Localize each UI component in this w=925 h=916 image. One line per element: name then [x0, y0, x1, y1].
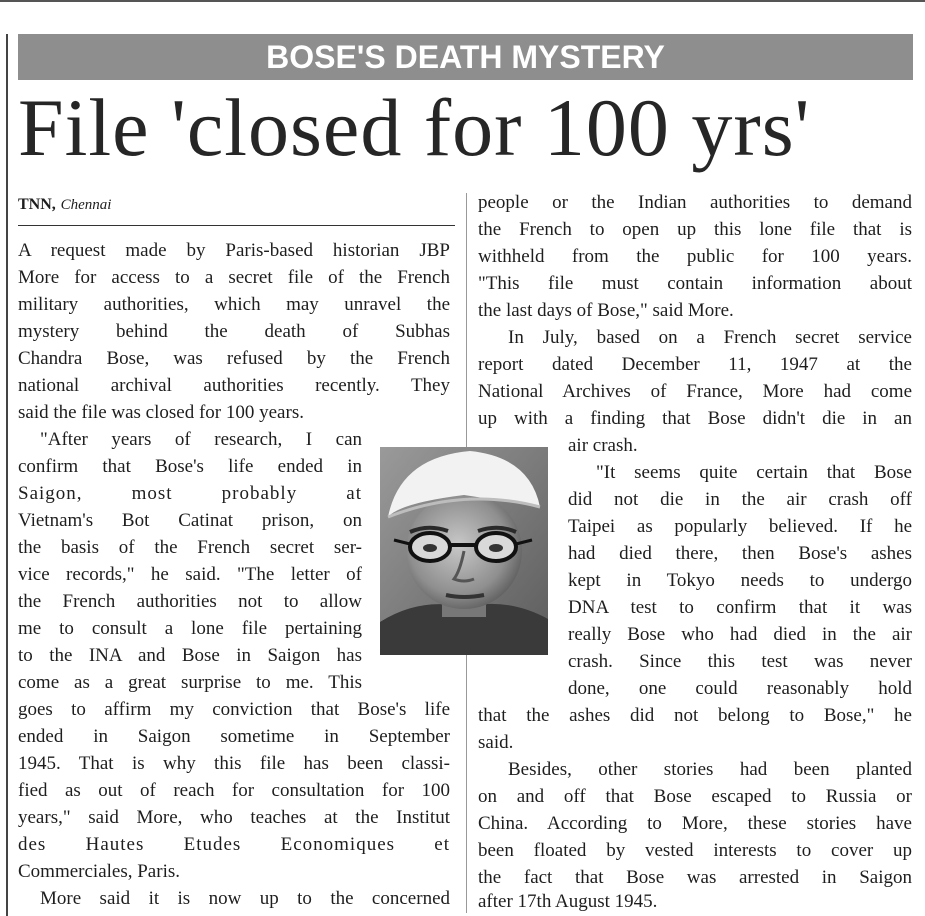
article-line: vice records," he said. "The letter of — [18, 564, 362, 585]
byline — [18, 194, 111, 215]
article-line: me to consult a lone file pertaining — [18, 618, 362, 639]
article-line: come as a great surprise to me. This — [18, 672, 362, 693]
byline-agency: TNN, — [18, 196, 56, 213]
article-line: "This file must contain information about — [478, 273, 912, 294]
article-line: said the file was closed for 100 years. — [18, 402, 304, 423]
article-line: national archival authorities recently. They — [18, 375, 450, 396]
byline-rule — [18, 225, 455, 226]
article-line: Commerciales, Paris. — [18, 861, 180, 882]
page-top-border — [0, 0, 925, 2]
article-line: years," said More, who teaches at the Institut — [18, 807, 450, 828]
article-line: China. According to More, these stories have — [478, 813, 912, 834]
article-line: report dated December 11, 1947 at the — [478, 354, 912, 375]
article-line: "It seems quite certain that Bose — [596, 462, 912, 483]
section-kicker: BOSE'S DEATH MYSTERY — [18, 34, 913, 80]
article-line: Taipei as popularly believed. If he — [568, 516, 912, 537]
article-line: people or the Indian authorities to demand — [478, 192, 912, 213]
byline-city: Chennai — [60, 197, 112, 213]
article-line: 1945. That is why this file has been classi- — [18, 753, 450, 774]
article-line: A request made by Paris-based historian JBP — [18, 240, 450, 261]
article-line: In July, based on a French secret service — [508, 327, 912, 348]
article-line: the fact that Bose was arrested in Saigon — [478, 867, 912, 888]
article-line: that the ashes did not belong to Bose," he — [478, 705, 912, 726]
headline: File 'closed for 100 yrs' — [18, 82, 811, 173]
article-line: Chandra Bose, was refused by the French — [18, 348, 450, 369]
article-line: More said it is now up to the concerned — [40, 888, 450, 909]
article-line: withheld from the public for 100 years. — [478, 246, 912, 267]
article-line: Besides, other stories had been planted — [508, 759, 912, 780]
bose-portrait-photo — [380, 447, 548, 655]
article-line: More for access to a secret file of the French — [18, 267, 450, 288]
article-line: DNA test to confirm that it was — [568, 597, 912, 618]
article-line: mystery behind the death of Subhas — [18, 321, 450, 342]
article-line: crash. Since this test was never — [568, 651, 912, 672]
article-line: fied as out of reach for consultation for 100 — [18, 780, 450, 801]
article-line: been floated by vested interests to cover up — [478, 840, 912, 861]
page-left-border — [6, 34, 8, 916]
article-line: Vietnam's Bot Catinat prison, on — [18, 510, 362, 531]
article-line: kept in Tokyo needs to undergo — [568, 570, 912, 591]
article-line: des Hautes Etudes Economiques et — [18, 834, 450, 855]
article-line: up with a finding that Bose didn't die in an — [478, 408, 912, 429]
article-line: really Bose who had died in the air — [568, 624, 912, 645]
article-line: goes to affirm my conviction that Bose's life — [18, 699, 450, 720]
article-line: National Archives of France, More had come — [478, 381, 912, 402]
article-line: said. — [478, 732, 514, 753]
article-line: ended in Saigon sometime in September — [18, 726, 450, 747]
article-line: to the INA and Bose in Saigon has — [18, 645, 362, 666]
article-line: air crash. — [568, 435, 638, 456]
article-line: the last days of Bose," said More. — [478, 300, 734, 321]
article-line: did not die in the air crash off — [568, 489, 912, 510]
article-line: the basis of the French secret ser- — [18, 537, 362, 558]
article-line: the French authorities not to allow — [18, 591, 362, 612]
article-line: had died there, then Bose's ashes — [568, 543, 912, 564]
article-line: "After years of research, I can — [40, 429, 362, 450]
article-line: done, one could reasonably hold — [568, 678, 912, 699]
article-line: confirm that Bose's life ended in — [18, 456, 362, 477]
portrait-image — [380, 447, 548, 655]
article-line: the French to open up this lone file that is — [478, 219, 912, 240]
article-line: after 17th August 1945. — [478, 891, 658, 912]
article-line: on and off that Bose escaped to Russia or — [478, 786, 912, 807]
article-line: Saigon, most probably at — [18, 483, 362, 504]
article-line: military authorities, which may unravel the — [18, 294, 450, 315]
